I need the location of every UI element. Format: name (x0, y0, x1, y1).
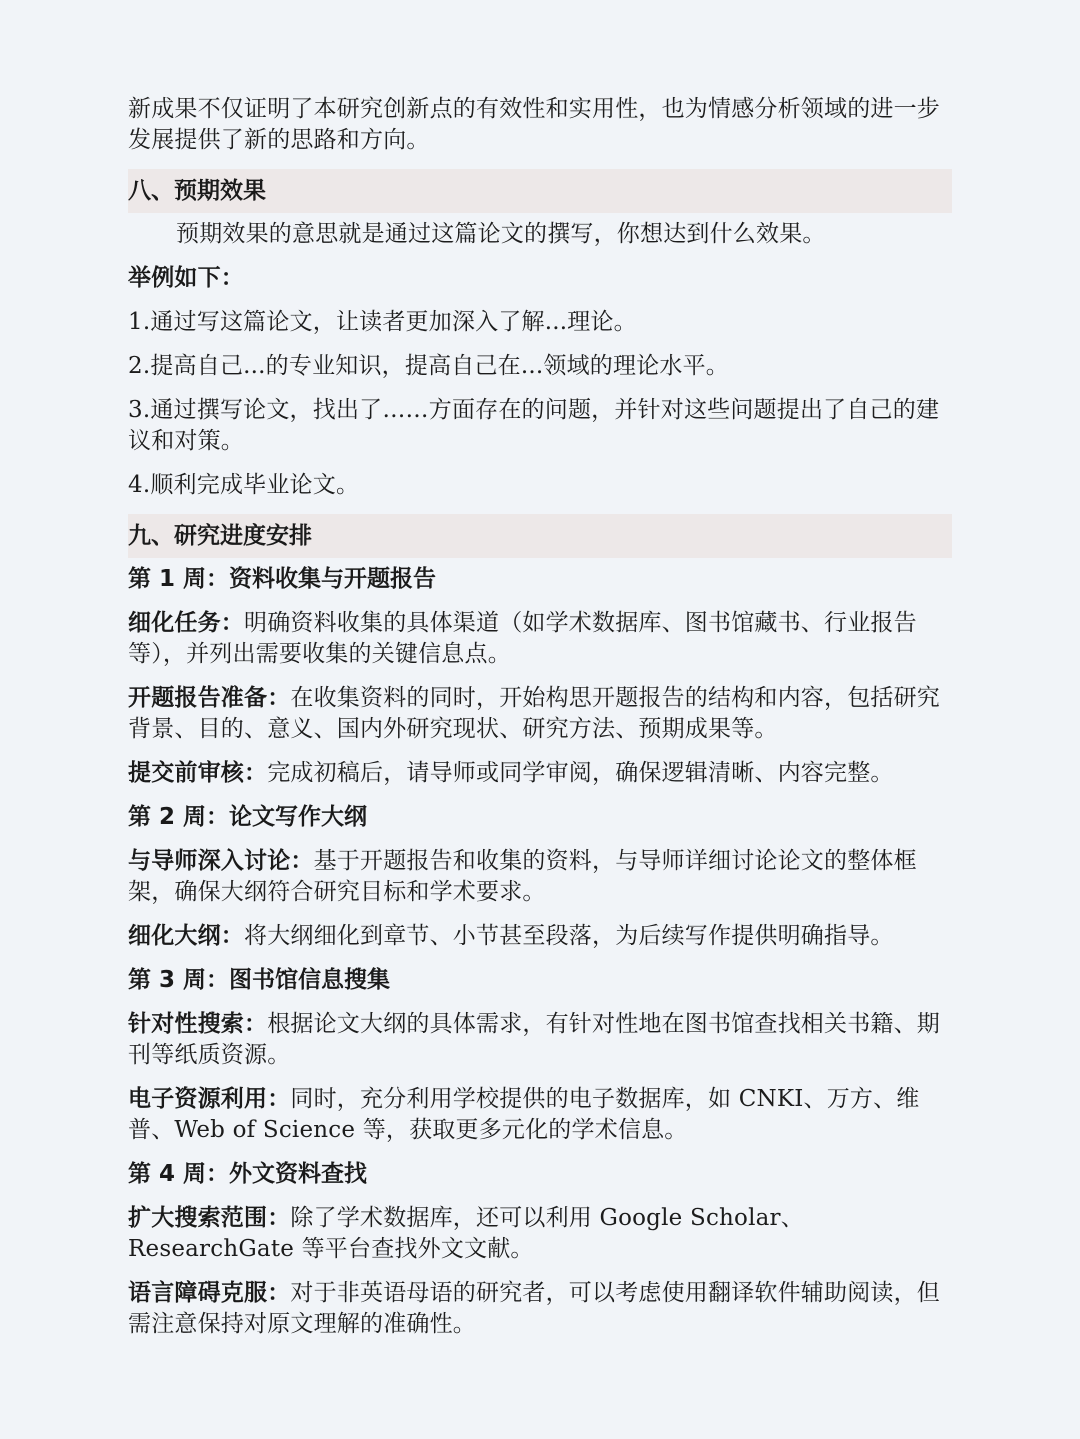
week-3-title: 第 3 周：图书馆信息搜集 (128, 967, 391, 993)
document-body (128, 94, 952, 1353)
item-text: 同时，充分利用学校提供的电子数据库，如 CNKI、万方、维普、Web of Science 等，获取更多元化的学术信息。 (128, 1086, 920, 1143)
section-9-title: 九、研究进度安排 (128, 514, 952, 558)
section-8-description: 预期效果的意思就是通过这篇论文的撰写，你想达到什么效果。 (176, 221, 826, 247)
week-4-item-1 (128, 1203, 952, 1265)
item-term: 开题报告准备： (128, 685, 291, 711)
item-text: 除了学术数据库，还可以利用 Google Scholar、ResearchGate 等平台查找外文文献。 (128, 1205, 804, 1262)
item-term: 针对性搜索： (128, 1011, 268, 1037)
item-term: 细化任务： (128, 610, 244, 636)
item-term: 与导师深入讨论： (128, 848, 314, 874)
week-4-title: 第 4 周：外文资料查找 (128, 1161, 368, 1187)
section-8-title: 八、预期效果 (128, 169, 952, 213)
item-text: 完成初稿后，请导师或同学审阅，确保逻辑清晰、内容完整。 (267, 760, 894, 786)
item-text: 将大纲细化到章节、小节甚至段落，为后续写作提供明确指导。 (244, 923, 894, 949)
item-term: 语言障碍克服： (128, 1280, 291, 1306)
examples-label: 举例如下： (128, 265, 244, 291)
item-text: 明确资料收集的具体渠道（如学术数据库、图书馆藏书、行业报告等），并列出需要收集的关键信息点。 (128, 610, 917, 667)
week-2-title: 第 2 周：论文写作大纲 (128, 804, 368, 830)
item-text: 对于非英语母语的研究者，可以考虑使用翻译软件辅助阅读，但需注意保持对原文理解的准确性。 (128, 1280, 941, 1337)
example-item-2: 2.提高自己...的专业知识，提高自己在...领域的理论水平。 (128, 353, 730, 379)
item-text: 在收集资料的同时，开始构思开题报告的结构和内容，包括研究背景、目的、意义、国内外研究现状、研究方法、预期成果等。 (128, 685, 941, 742)
item-text: 根据论文大纲的具体需求，有针对性地在图书馆查找相关书籍、期刊等纸质资源。 (128, 1011, 941, 1068)
item-text: 基于开题报告和收集的资料，与导师详细讨论论文的整体框架，确保大纲符合研究目标和学术要求。 (128, 848, 917, 905)
intro-paragraph: 新成果不仅证明了本研究创新点的有效性和实用性，也为情感分析领域的进一步发展提供了新的思路和方向。 (128, 96, 940, 153)
item-term: 提交前审核： (128, 760, 268, 786)
week-4-item-2 (128, 1278, 952, 1340)
week-3-item-2 (128, 1084, 952, 1146)
week-2-item-2 (128, 921, 952, 952)
week-1-item-3 (128, 758, 952, 789)
week-1-item-2 (128, 683, 952, 745)
week-1-item-1 (128, 608, 952, 670)
example-item-1: 1.通过写这篇论文，让读者更加深入了解...理论。 (128, 309, 637, 335)
item-term: 细化大纲： (128, 923, 244, 949)
item-term: 扩大搜索范围： (128, 1205, 291, 1231)
week-3-item-1 (128, 1009, 952, 1071)
week-1-title: 第 1 周：资料收集与开题报告 (128, 566, 437, 592)
example-item-4: 4.顺利完成毕业论文。 (128, 472, 360, 498)
item-term: 电子资源利用： (128, 1086, 291, 1112)
week-2-item-1 (128, 846, 952, 908)
example-item-3: 3.通过撰写论文，找出了……方面存在的问题，并针对这些问题提出了自己的建议和对策。 (128, 397, 940, 454)
